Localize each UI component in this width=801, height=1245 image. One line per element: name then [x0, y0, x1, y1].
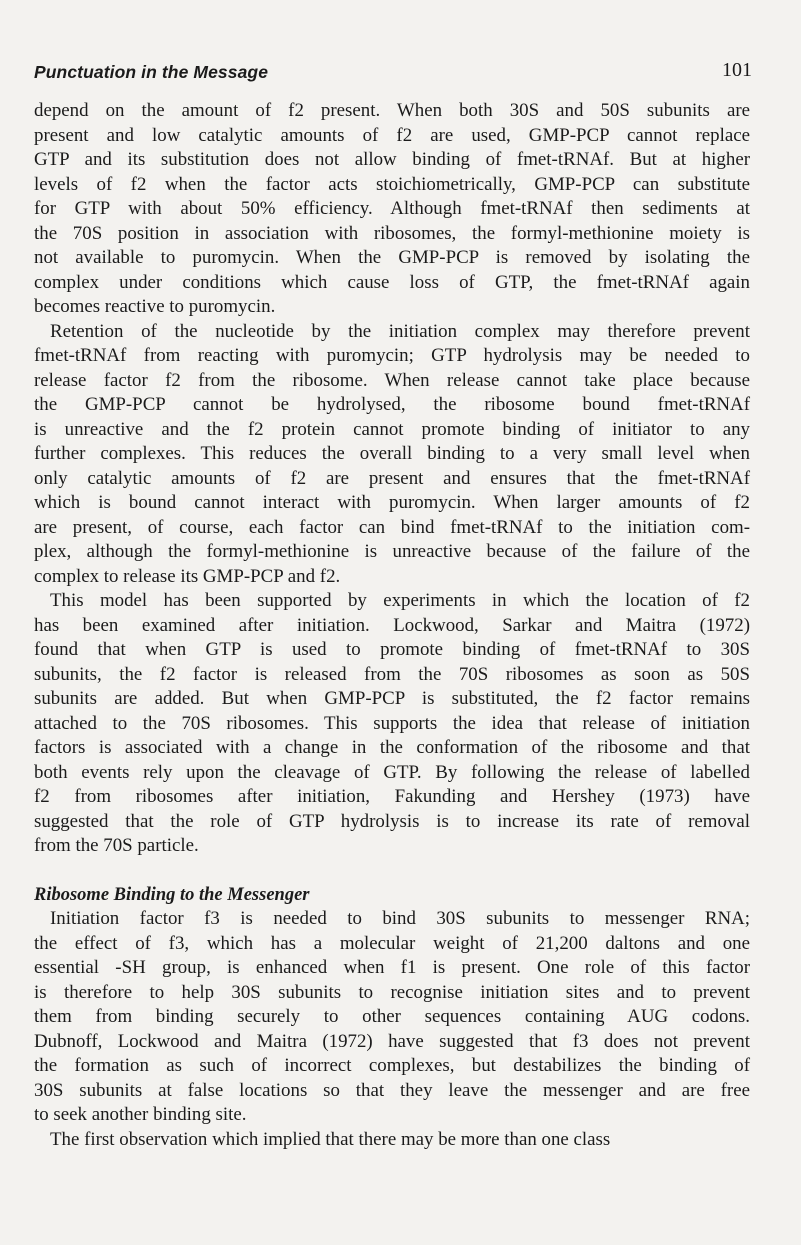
- section-gap: [34, 859, 750, 883]
- text-line: plex, although the formyl-methionine is unreactive because of the failure of the: [34, 541, 750, 562]
- text-line: is unreactive and the f2 protein cannot promote binding of initiator to any: [34, 418, 750, 440]
- text-line: This model has been supported by experiments in which the location of f2: [50, 590, 750, 611]
- text-line: only catalytic amounts of f2 are present and ensures that the fmet-tRNAf: [34, 467, 750, 489]
- section-heading: Ribosome Binding to the Messenger: [34, 884, 310, 905]
- text-line: the 70S position in association with ribosomes, the formyl-methionine moiety is: [34, 222, 750, 244]
- text-line: both events rely upon the cleavage of GTP. By following the release of labelled: [34, 761, 750, 783]
- text-line: from the 70S particle.: [34, 835, 199, 856]
- text-line: the GMP-PCP cannot be hydrolysed, the ribosome bound fmet-tRNAf: [34, 394, 750, 415]
- text-line: not available to puromycin. When the GMP-PCP is removed by isolating the: [34, 247, 750, 268]
- text-line: which is bound cannot interact with puromycin. When larger amounts of f2: [34, 492, 750, 513]
- text-line: the effect of f3, which has a molecular weight of 21,200 daltons and one: [34, 932, 750, 954]
- text-line: attached to the 70S ribosomes. This supports the idea that release of initiation: [34, 712, 750, 734]
- text-line: complex under conditions which cause loss of GTP, the fmet-tRNAf again: [34, 271, 750, 293]
- text-line: present and low catalytic amounts of f2 are used, GMP-PCP cannot replace: [34, 124, 750, 146]
- text-line: fmet-tRNAf from reacting with puromycin; GTP hydrolysis may be needed to: [34, 345, 750, 366]
- text-line: found that when GTP is used to promote binding of fmet-tRNAf to 30S: [34, 639, 750, 660]
- text-line: Initiation factor f3 is needed to bind 30S subunits to messenger RNA;: [50, 908, 750, 929]
- running-head: [34, 59, 752, 92]
- text-line: them from binding securely to other sequences containing AUG codons.: [34, 1006, 750, 1027]
- text-line: essential -SH group, is enhanced when f1 is present. One role of this factor: [34, 957, 750, 978]
- page-number: 101: [722, 59, 752, 81]
- text-line: Dubnoff, Lockwood and Maitra (1972) have suggested that f3 does not prevent: [34, 1030, 750, 1052]
- text-line: to seek another binding site.: [34, 1104, 247, 1125]
- chapter-title: Punctuation in the Message: [34, 62, 269, 82]
- text-line: 30S subunits at false locations so that they leave the messenger and are free: [34, 1079, 750, 1101]
- text-line: subunits are added. But when GMP-PCP is substituted, the f2 factor remains: [34, 688, 750, 709]
- text-line: for GTP with about 50% efficiency. Although fmet-tRNAf then sediments at: [34, 198, 750, 219]
- text-line: are present, of course, each factor can bind fmet-tRNAf to the initiation com-: [34, 516, 750, 538]
- text-line: further complexes. This reduces the overall binding to a very small level when: [34, 443, 750, 464]
- text-line: f2 from ribosomes after initiation, Fakunding and Hershey (1973) have: [34, 786, 750, 807]
- text-line: the formation as such of incorrect complexes, but destabilizes the binding of: [34, 1055, 750, 1076]
- text-line: The first observation which implied that there may be more than one class: [50, 1128, 611, 1150]
- text-line: becomes reactive to puromycin.: [34, 296, 276, 317]
- text-line: levels of f2 when the factor acts stoichiometrically, GMP-PCP can substitute: [34, 173, 750, 195]
- text-line: is therefore to help 30S subunits to recognise initiation sites and to prevent: [34, 981, 750, 1003]
- text-line: depend on the amount of f2 present. When both 30S and 50S subunits are: [34, 100, 750, 121]
- text-line: release factor f2 from the ribosome. When release cannot take place because: [34, 369, 750, 391]
- text-line: has been examined after initiation. Lockwood, Sarkar and Maitra (1972): [34, 614, 750, 636]
- text-line: GTP and its substitution does not allow binding of fmet-tRNAf. But at higher: [34, 149, 750, 170]
- text-line: Retention of the nucleotide by the initiation complex may therefore prevent: [50, 320, 750, 342]
- text-line: factors is associated with a change in the conformation of the ribosome and that: [34, 737, 750, 758]
- text-line: suggested that the role of GTP hydrolysis is to increase its rate of removal: [34, 810, 750, 832]
- text-line: subunits, the f2 factor is released from the 70S ribosomes as soon as 50S: [34, 663, 750, 685]
- body-text: [34, 99, 750, 1152]
- text-line: complex to release its GMP-PCP and f2.: [34, 565, 341, 587]
